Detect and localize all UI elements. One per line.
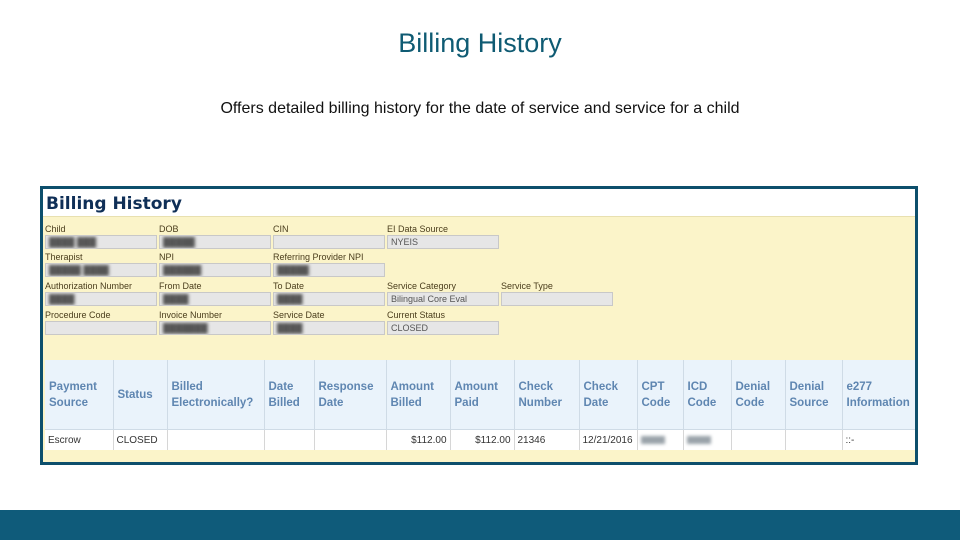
billing-history-panel — [40, 186, 918, 465]
footer-bar — [0, 510, 960, 540]
column-header: ICD Code — [683, 360, 731, 430]
e277-information-cell: ::- — [842, 430, 917, 451]
from-date-input[interactable]: ████ — [159, 292, 271, 306]
therapist-field — [45, 252, 157, 277]
child-label: Child — [45, 224, 66, 234]
cpt-code-cell — [637, 430, 683, 451]
authorization-number-input[interactable]: ████ — [45, 292, 157, 306]
column-header: Amount Billed — [386, 360, 450, 430]
billing-history-table — [45, 360, 918, 450]
redacted-value — [687, 436, 711, 444]
column-header: Status — [113, 360, 167, 430]
current-status-input[interactable]: CLOSED — [387, 321, 499, 335]
column-header: CPT Code — [637, 360, 683, 430]
current-status-field — [387, 310, 499, 335]
column-header: Check Number — [514, 360, 579, 430]
check-date-cell: 12/21/2016 — [579, 430, 637, 451]
to-date-field — [273, 281, 385, 306]
npi-field — [159, 252, 271, 277]
ei-data-source-input[interactable]: NYEIS — [387, 235, 499, 249]
to-date-input[interactable]: ████ — [273, 292, 385, 306]
service-category-input[interactable]: Bilingual Core Eval — [387, 292, 499, 306]
panel-header: Billing History — [43, 189, 915, 217]
slide-subtitle: Offers detailed billing history for the date of service and service for a child — [220, 100, 740, 117]
therapist-label: Therapist — [45, 252, 83, 262]
procedure-code-field — [45, 310, 157, 335]
denial-source-cell — [785, 430, 842, 451]
cin-field — [273, 224, 385, 249]
denial-code-cell — [731, 430, 785, 451]
referring-provider-npi-field — [273, 252, 385, 277]
child-input[interactable]: ████ ███ — [45, 235, 157, 249]
column-header: Response Date — [314, 360, 386, 430]
invoice-number-label: Invoice Number — [159, 310, 223, 320]
dob-field — [159, 224, 271, 249]
ei-data-source-field — [387, 224, 499, 249]
from-date-field — [159, 281, 271, 306]
response-date-cell — [314, 430, 386, 451]
ei-data-source-label: EI Data Source — [387, 224, 449, 234]
service-date-field — [273, 310, 385, 335]
authorization-number-label: Authorization Number — [45, 281, 133, 291]
child-field — [45, 224, 157, 249]
service-type-input[interactable] — [501, 292, 613, 306]
billing-form — [43, 217, 915, 359]
service-date-input[interactable]: ████ — [273, 321, 385, 335]
column-header: Date Billed — [264, 360, 314, 430]
column-header: e277 Information — [842, 360, 917, 430]
column-header: Amount Paid — [450, 360, 514, 430]
dob-label: DOB — [159, 224, 179, 234]
amount-paid-cell: $112.00 — [450, 430, 514, 451]
npi-label: NPI — [159, 252, 175, 262]
table-row[interactable] — [45, 430, 917, 451]
authorization-number-field — [45, 281, 157, 306]
column-header: Denial Code — [731, 360, 785, 430]
from-date-label: From Date — [159, 281, 202, 291]
column-header: Payment Source — [45, 360, 113, 430]
dob-input[interactable]: █████ — [159, 235, 271, 249]
date-billed-cell — [264, 430, 314, 451]
procedure-code-input[interactable] — [45, 321, 157, 335]
service-category-field — [387, 281, 499, 306]
column-header: Denial Source — [785, 360, 842, 430]
invoice-number-field — [159, 310, 271, 335]
cin-label: CIN — [273, 224, 289, 234]
current-status-label: Current Status — [387, 310, 446, 320]
therapist-input[interactable]: █████ ████ — [45, 263, 157, 277]
redacted-value — [641, 436, 665, 444]
service-category-label: Service Category — [387, 281, 457, 291]
cin-input[interactable] — [273, 235, 385, 249]
table-header-row — [45, 360, 917, 430]
status-cell: CLOSED — [113, 430, 167, 451]
procedure-code-label: Procedure Code — [45, 310, 111, 320]
to-date-label: To Date — [273, 281, 305, 291]
service-type-field — [501, 281, 613, 306]
column-header: Check Date — [579, 360, 637, 430]
amount-billed-cell: $112.00 — [386, 430, 450, 451]
column-header: Billed Electronically? — [167, 360, 264, 430]
invoice-number-input[interactable]: ███████ — [159, 321, 271, 335]
referring-provider-npi-input[interactable]: █████ — [273, 263, 385, 277]
billed-electronically-cell — [167, 430, 264, 451]
slide-title: Billing History — [398, 28, 562, 58]
service-date-label: Service Date — [273, 310, 325, 320]
service-type-label: Service Type — [501, 281, 553, 291]
referring-provider-npi-label: Referring Provider NPI — [273, 252, 364, 262]
payment-source-cell: Escrow — [45, 430, 113, 451]
check-number-cell: 21346 — [514, 430, 579, 451]
icd-code-cell — [683, 430, 731, 451]
npi-input[interactable]: ██████ — [159, 263, 271, 277]
